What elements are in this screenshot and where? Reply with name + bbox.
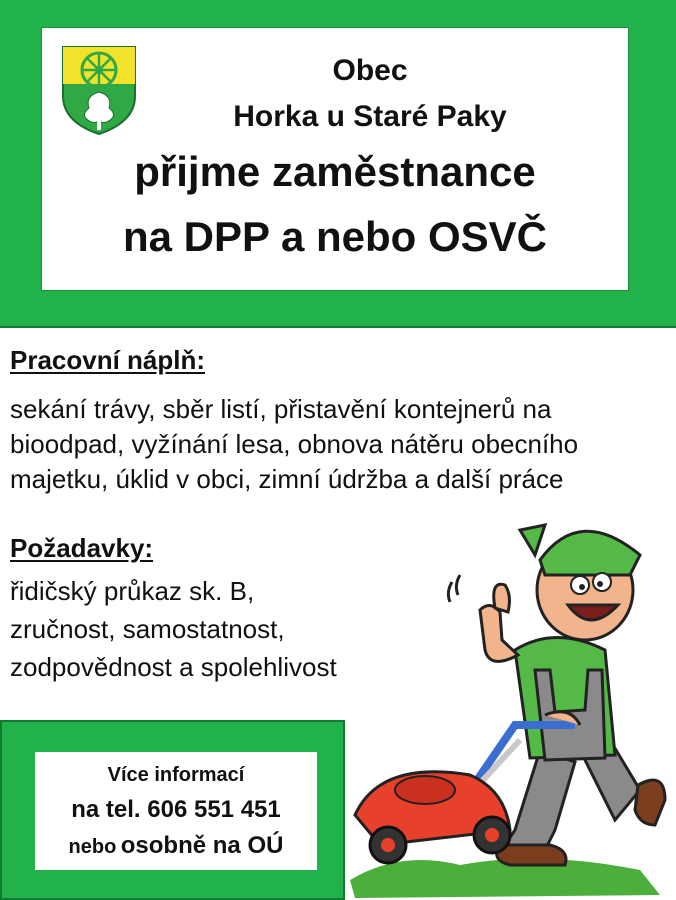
duties-text: sekání trávy, sběr listí, přistavění kontejnerů na bioodpad, vyžínání lesa, obnova nátěru obecního majetku, úklid v obci, zimní údržba a další práce bbox=[10, 394, 579, 494]
contact-band bbox=[0, 720, 345, 900]
requirement-item: zručnost, samostatnost, bbox=[10, 614, 285, 644]
contact-phone: na tel. 606 551 451 bbox=[71, 796, 281, 823]
contact-or: nebo bbox=[68, 836, 117, 858]
header-box bbox=[42, 28, 628, 290]
requirements-title: Požadavky: bbox=[10, 533, 154, 563]
requirement-item: zodpovědnost a spolehlivost bbox=[10, 652, 337, 682]
town-name-line2: Horka u Staré Paky bbox=[233, 100, 507, 133]
headline-line2: na DPP a nebo OSVČ bbox=[123, 213, 547, 260]
town-name-line1: Obec bbox=[332, 54, 408, 87]
duties-title: Pracovní náplň: bbox=[10, 345, 206, 375]
contact-in-person bbox=[35, 832, 317, 860]
gardener-with-lawnmower-icon bbox=[340, 500, 676, 900]
requirement-item: řidičský průkaz sk. B, bbox=[10, 576, 255, 606]
headline-line1: přijme zaměstnance bbox=[134, 148, 536, 195]
contact-office: osobně na OÚ bbox=[120, 832, 284, 859]
contact-more-info: Více informací bbox=[107, 764, 245, 786]
contact-box bbox=[35, 752, 317, 870]
header-band bbox=[0, 0, 676, 328]
